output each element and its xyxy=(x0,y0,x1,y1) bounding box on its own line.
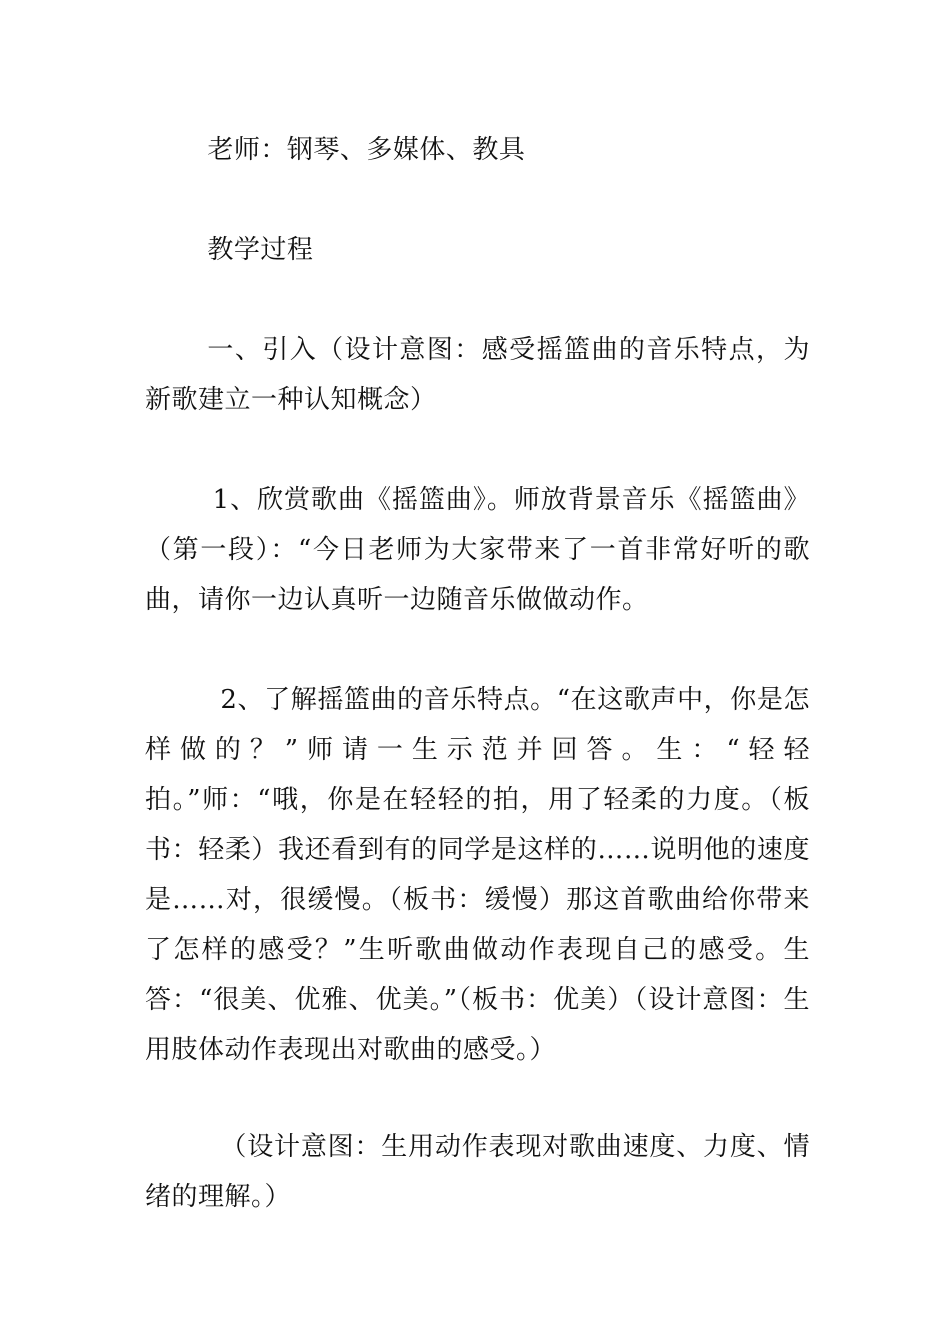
step-2-paragraph: 2、了解摇篮曲的音乐特点。“在这歌声中，你是怎样做的？”师请一生示范并回答。生：“轻轻拍。”师：“哦，你是在轻轻的拍，用了轻柔的力度。（板书：轻柔）我还看到有的同学是这样的……说明他的速度是……对，很缓慢。（板书：缓慢）那这首歌曲给你带来了怎样的感受？”生听歌曲做动作表现自己的感受。生答：“很美、优雅、优美。”（板书：优美）（设计意图：生用肢体动作表现出对歌曲的感受。） xyxy=(145,685,810,1065)
step-1-paragraph: 1、欣赏歌曲《摇篮曲》。师放背景音乐《摇篮曲》（第一段）：“今日老师为大家带来了一首非常好听的歌曲，请你一边认真听一边随音乐做做动作。 xyxy=(145,485,810,615)
introduction-paragraph: 一、引入（设计意图：感受摇篮曲的音乐特点，为新歌建立一种认知概念） xyxy=(145,335,810,415)
teaching-process-heading: 教学过程 xyxy=(207,235,314,265)
design-intent-paragraph: （设计意图：生用动作表现对歌曲速度、力度、情绪的理解。） xyxy=(145,1132,810,1212)
teacher-materials-paragraph: 老师：钢琴、多媒体、教具 xyxy=(207,135,526,165)
